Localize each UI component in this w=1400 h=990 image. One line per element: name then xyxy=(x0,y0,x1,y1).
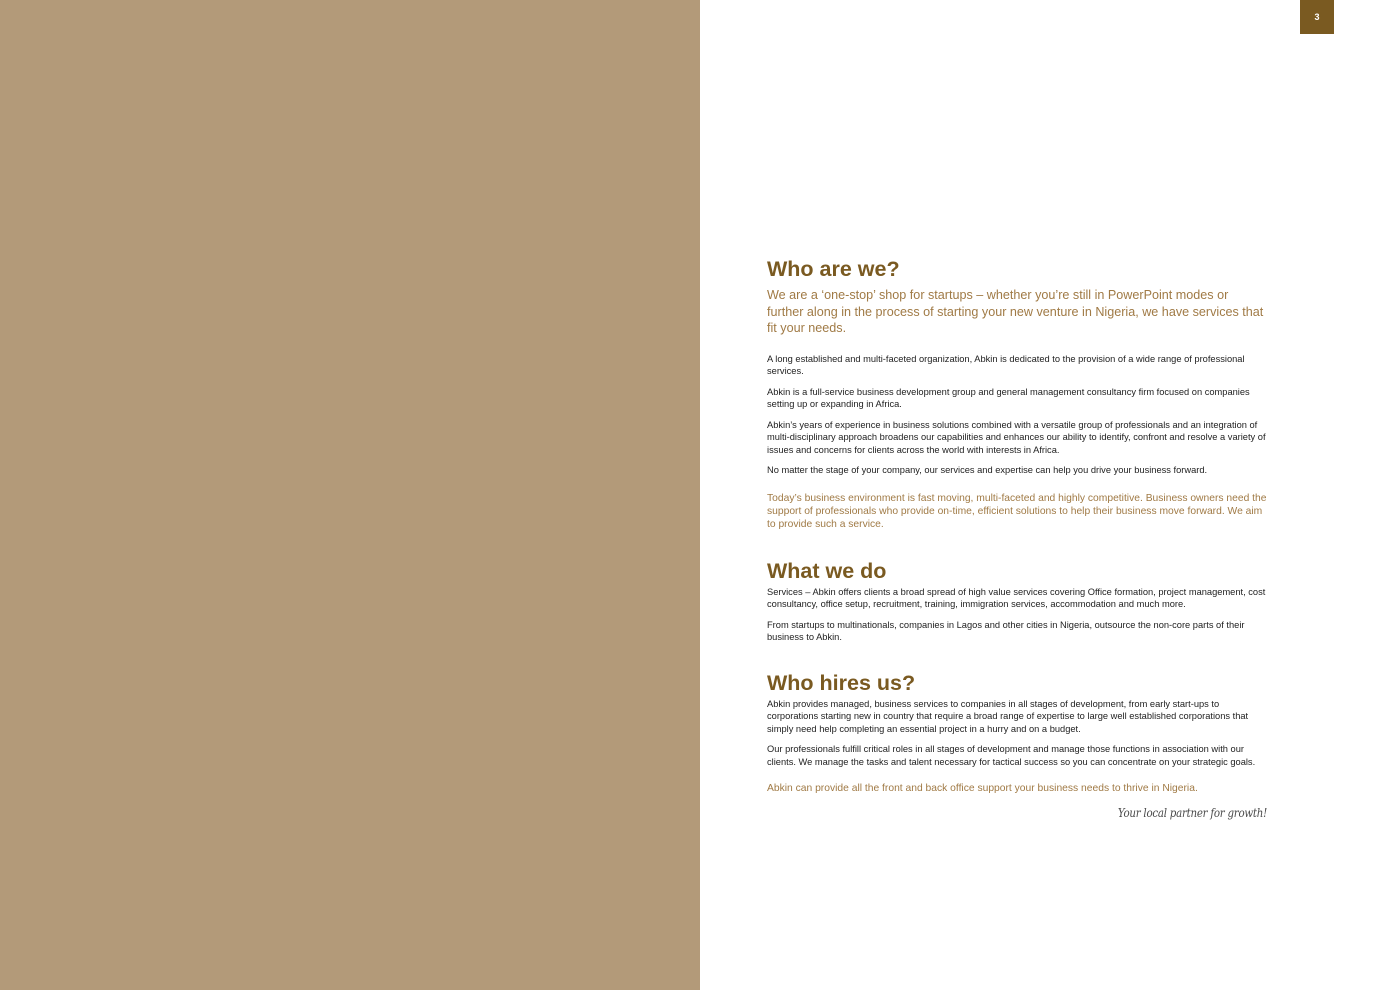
paragraph: From startups to multinationals, companies in Lagos and other cities in Nigeria, outsource the non-core parts of their business to Abkin. xyxy=(767,619,1245,642)
paragraph: Services – Abkin offers clients a broad spread of high value services covering Office formation, project management, cost consultancy, office setup, recruitment, training, immigration services, accommodation and much more. xyxy=(767,586,1266,609)
paragraph: Abkin’s years of experience in business solutions combined with a versatile group of professionals and an integration of multi-disciplinary approach broadens our capabilities and enhances our ability to identify, confront and resolve a variety of issues and concerns for clients across the world with interests in Africa. xyxy=(767,419,1266,455)
tagline: Your local partner for growth! xyxy=(1117,805,1267,820)
section-heading-who-are-we: Who are we? xyxy=(767,257,900,281)
paragraph: No matter the stage of your company, our services and expertise can help you drive your business forward. xyxy=(767,465,1208,475)
highlight-paragraph: Abkin can provide all the front and back office support your business needs to thrive in Nigeria. xyxy=(767,783,1198,794)
paragraph: Abkin provides managed, business services to companies in all stages of development, from early start-ups to corporations starting new in country that require a broad range of expertise to large well established corporations that simply need help completing an essential project in a hurry and on a budget. xyxy=(767,698,1249,734)
section-heading-who-hires-us: Who hires us? xyxy=(767,670,916,695)
intro-statement: We are a ‘one-stop’ shop for startups – whether you’re still in PowerPoint modes or further along in the process of starting your new venture in Nigeria, we have services that fit your needs. xyxy=(767,288,1264,335)
page-number-badge: 3 xyxy=(1300,0,1334,34)
page-content xyxy=(767,256,1267,820)
section-heading-what-we-do: What we do xyxy=(767,558,887,583)
paragraph: Abkin is a full-service business development group and general management consultancy firm focused on companies setting up or expanding in Africa. xyxy=(767,386,1250,409)
paragraph: A long established and multi-faceted organization, Abkin is dedicated to the provision of a wide range of professional services. xyxy=(767,353,1245,376)
highlight-paragraph: Today’s business environment is fast moving, multi-faceted and highly competitive. Business owners need the support of professionals who provide on-time, efficient solutions to help their business move forward. We aim to provide such a service. xyxy=(767,492,1267,530)
paragraph: Our professionals fulfill critical roles in all stages of development and manage those functions in association with our clients. We manage the tasks and talent necessary for tactical success so you can concentrate on your strategic goals. xyxy=(767,744,1256,767)
